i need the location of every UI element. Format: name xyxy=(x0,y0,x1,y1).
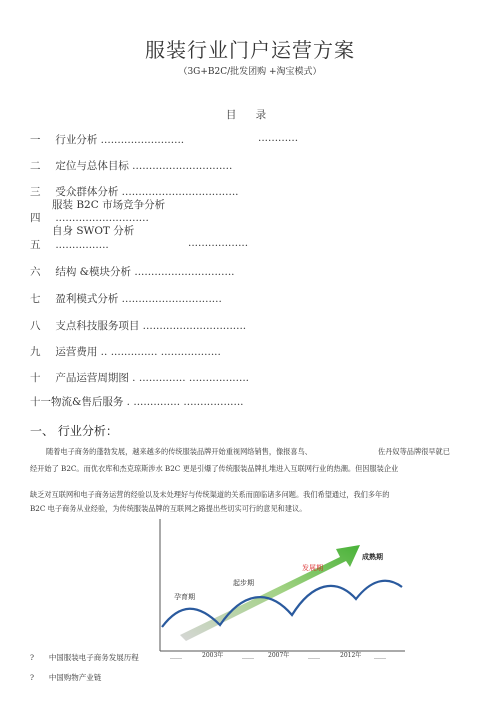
page-subtitle: （3G+B2C/批发团购 +淘宝模式） xyxy=(178,67,322,77)
toc-text: 支点科技服务项目 ............................... xyxy=(55,320,247,332)
toc-item-b2c-competition[interactable]: 服装 B2C 市场竞争分析 xyxy=(52,199,166,211)
toc-item-6[interactable] xyxy=(30,264,235,279)
toc-num: 二 xyxy=(30,160,41,172)
toc-item-1-leader: ............ xyxy=(258,132,299,144)
toc-text: 行业分析 ......................... xyxy=(55,134,185,146)
toc-item-8[interactable] xyxy=(30,318,246,333)
growth-arrow xyxy=(180,545,360,641)
toc-num: 七 xyxy=(30,293,41,305)
toc-item-10[interactable] xyxy=(30,370,249,385)
year-label-2007: 2007年 xyxy=(268,652,290,659)
stage-label-4: 成熟期 xyxy=(362,553,383,561)
bullet-text: 中国服装电子商务发展历程 xyxy=(48,653,139,662)
toc-item-1[interactable] xyxy=(30,132,184,147)
bullet-mark: ? xyxy=(30,653,35,662)
toc-item-9[interactable] xyxy=(30,344,221,359)
toc-text: ................ xyxy=(55,239,109,251)
year-label-2003: 2003年 xyxy=(202,652,224,659)
toc-text: 受众群体分析 ................................... xyxy=(55,186,239,198)
toc-item-5-leader: .................. xyxy=(188,237,249,249)
toc-text: ............................ xyxy=(55,212,149,224)
toc-item-swot[interactable]: 自身 SWOT 分析 xyxy=(52,225,135,237)
toc-num: 十一 xyxy=(30,396,51,408)
axis-ellipsis-1: …… xyxy=(170,654,182,661)
toc-text: 结构 &模块分析 .............................. xyxy=(55,266,235,278)
toc-text: 物流&售后服务 . .............. .................. xyxy=(51,396,244,408)
toc-text: 运营费用 .. .............. .................. xyxy=(55,346,221,358)
bullet-item-1[interactable] xyxy=(30,652,139,663)
toc-item-11[interactable] xyxy=(30,394,244,409)
toc-num: 三 xyxy=(30,186,41,198)
toc-num: 一 xyxy=(30,134,41,146)
bullet-text: 中国购物产业链 xyxy=(48,673,102,682)
paragraph-line-2: 经开始了 B2C。而优衣库和杰克琼斯涉水 B2C 更是引爆了传统服装品牌扎堆进入互联网行业的热潮。但因服装企业 xyxy=(30,464,399,473)
stage-label-2: 起步期 xyxy=(233,579,254,587)
industry-lifecycle-diagram xyxy=(150,515,410,663)
toc-num: 六 xyxy=(30,266,41,278)
section-heading: 一、 行业分析： xyxy=(30,424,118,438)
toc-item-2[interactable] xyxy=(30,158,232,173)
paragraph-line-1: 随着电子商务的蓬勃发展，越来越多的传统服装品牌开始重视网络销售，像报喜鸟、 xyxy=(46,447,312,456)
toc-num: 十 xyxy=(30,372,41,384)
paragraph-line-4: B2C 电子商务从业经验，为传统服装品牌的互联网之路提出些切实可行的意见和建议。 xyxy=(30,504,307,513)
page-title: 服装行业门户运营方案 xyxy=(145,38,355,62)
toc-text: 产品运营周期图 . .............. .................. xyxy=(55,372,249,384)
toc-num: 八 xyxy=(30,320,41,332)
paragraph-line-3: 缺乏对互联网和电子商务运营的经验以及未处理好与传统渠道的关系而面临诸多问题。我们希望通过，我们多年的 xyxy=(30,490,390,499)
toc-num: 五 xyxy=(30,239,41,251)
paragraph-line-1b: 佐丹奴等品牌很早就已 xyxy=(378,447,450,456)
toc-num: 九 xyxy=(30,346,41,358)
stage-label-1: 孕育期 xyxy=(174,593,195,601)
bullet-item-2[interactable] xyxy=(30,672,101,683)
axis-ellipsis-4: …… xyxy=(374,654,386,661)
toc-heading: 目 录 xyxy=(225,109,275,121)
toc-item-5[interactable] xyxy=(30,237,109,252)
axis-ellipsis-3: …… xyxy=(308,654,320,661)
year-label-2012: 2012年 xyxy=(340,652,362,659)
stage-label-3: 发展期 xyxy=(302,564,323,572)
toc-text: 盈利模式分析 .............................. xyxy=(55,293,222,305)
axis-ellipsis-2: …… xyxy=(242,654,254,661)
toc-item-7[interactable] xyxy=(30,291,222,306)
toc-text: 定位与总体目标 .............................. xyxy=(55,160,233,172)
bullet-mark: ? xyxy=(30,673,35,682)
toc-num: 四 xyxy=(30,212,41,224)
